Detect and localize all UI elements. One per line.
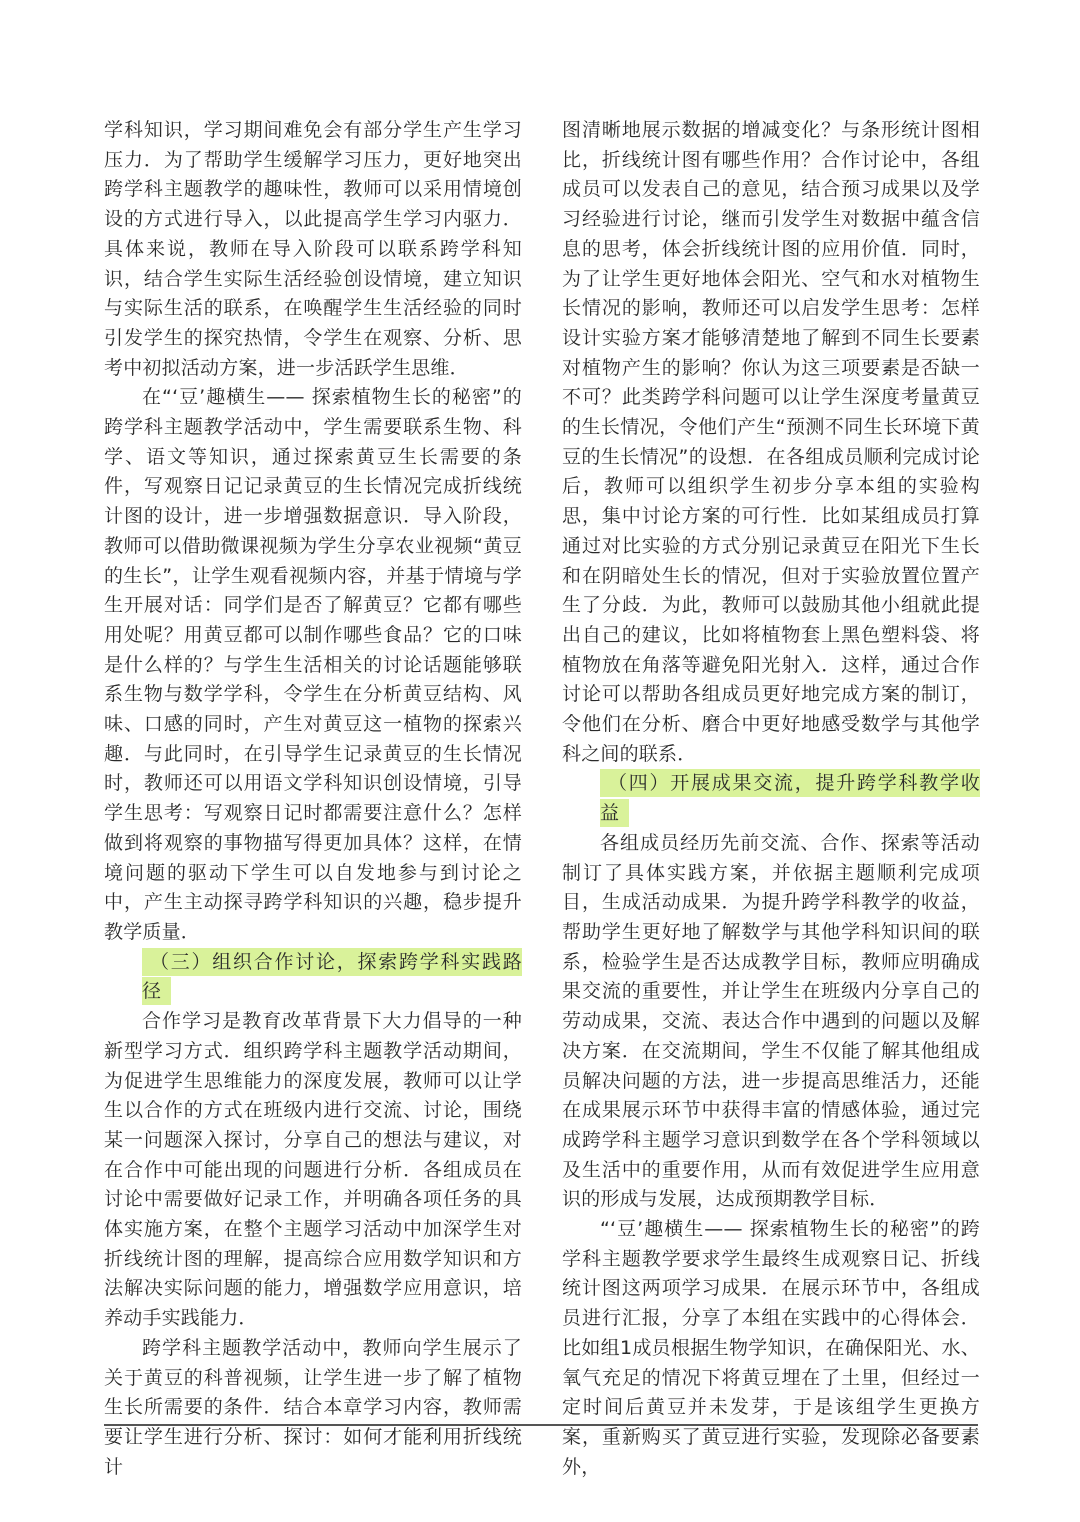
left-column	[104, 116, 522, 1482]
section-heading-4	[562, 769, 980, 828]
right-column	[562, 116, 980, 1482]
footer-divider	[104, 1424, 978, 1426]
section-heading-3-text: （三）组织合作讨论，探索跨学科实践路径	[142, 948, 522, 1006]
left-paragraph-1: 学科知识，学习期间难免会有部分学生产生学习压力．为了帮助学生缓解学习压力，更好地突出跨学科主题教学的趣味性，教师可以采用情境创设的方式进行导入，以此提高学生学习内驱力．具体来说，教师在导入阶段可以联系跨学科知识，结合学生实际生活经验创设情境，建立知识与实际生活的联系，在唤醒学生生活经验的同时引发学生的探究热情，令学生在观察、分析、思考中初拟活动方案，进一步活跃学生思维．	[104, 119, 522, 379]
left-paragraph-3: 合作学习是教育改革背景下大力倡导的一种新型学习方式．组织跨学科主题教学活动期间，为促进学生思维能力的深度发展，教师可以让学生以合作的方式在班级内进行交流、讨论，围绕某一问题深入探讨，分享自己的想法与建议，对在合作中可能出现的问题进行分析．各组成员在讨论中需要做好记录工作，并明确各项任务的具体实施方案，在整个主题学习活动中加深学生对折线统计图的理解，提高综合应用数学知识和方法解决实际问题的能力，增强数学应用意识，培养动手实践能力．	[104, 1010, 522, 1330]
right-paragraph-1: 图清晰地展示数据的增减变化？与条形统计图相比，折线统计图有哪些作用？合作讨论中，各组成员可以发表自己的意见，结合预习成果以及学习经验进行讨论，继而引发学生对数据中蕴含信息的思考，体会折线统计图的应用价值．同时，为了让学生更好地体会阳光、空气和水对植物生长情况的影响，教师还可以启发学生思考：怎样设计实验方案才能够清楚地了解到不同生长要素对植物产生的影响？你认为这三项要素是否缺一不可？此类跨学科问题可以让学生深度考量黄豆的生长情况，令他们产生“预测不同生长环境下黄豆的生长情况”的设想．在各组成员顺利完成讨论后，教师可以组织学生初步分享本组的实验构思，集中讨论方案的可行性．比如某组成员打算通过对比实验的方式分别记录黄豆在阳光下生长和在阴暗处生长的情况，但对于实验放置位置产生了分歧．为此，教师可以鼓励其他小组就此提出自己的建议，比如将植物套上黑色塑料袋、将植物放在角落等避免阳光射入．这样，通过合作讨论可以帮助各组成员更好地完成方案的制订，令他们在分析、磨合中更好地感受数学与其他学科之间的联系．	[562, 119, 980, 765]
section-heading-3	[104, 948, 522, 1007]
right-paragraph-2: 各组成员经历先前交流、合作、探索等活动制订了具体实践方案，并依据主题顺利完成项目，生成活动成果．为提升跨学科教学的收益，帮助学生更好地了解数学与其他学科知识间的联系，检验学生是否达成教学目标，教师应明确成果交流的重要性，并让学生在班级内分享自己的劳动成果，交流、表达合作中遇到的问题以及解决方案．在交流期间，学生不仅能了解其他组成员解决问题的方法，进一步提高思维活力，还能在成果展示环节中获得丰富的情感体验，通过完成跨学科主题学习意识到数学在各个学科领域以及生活中的重要作用，从而有效促进学生应用意识的形成与发展，达成预期教学目标．	[562, 831, 980, 1211]
section-heading-4-text: （四）开展成果交流，提升跨学科教学收益	[600, 769, 980, 827]
left-paragraph-4: 跨学科主题教学活动中，教师向学生展示了关于黄豆的科普视频，让学生进一步了解了植物生长所需要的条件．结合本章学习内容，教师需要让学生进行分析、探讨：如何才能利用折线统计	[104, 1336, 522, 1478]
left-paragraph-2: 在“‘豆’趣横生—— 探索植物生长的秘密”的跨学科主题教学活动中，学生需要联系生物、科学、语文等知识，通过探索黄豆生长需要的条件，写观察日记记录黄豆的生长情况完成折线统计图的设计，进一步增强数据意识．导入阶段，教师可以借助微课视频为学生分享农业视频“黄豆的生长”，让学生观看视频内容，并基于情境与学生开展对话：同学们是否了解黄豆？它都有哪些用处呢？用黄豆都可以制作哪些食品？它的口味是什么样的？与学生生活相关的讨论话题能够联系生物与数学学科，令学生在分析黄豆结构、风味、口感的同时，产生对黄豆这一植物的探索兴趣．与此同时，在引导学生记录黄豆的生长情况时，教师还可以用语文学科知识创设情境，引导学生思考：写观察日记时都需要注意什么？怎样做到将观察的事物描写得更加具体？这样，在情境问题的驱动下学生可以自发地参与到讨论之中，产生主动探寻跨学科知识的兴趣，稳步提升教学质量．	[104, 386, 522, 943]
right-paragraph-3: “‘豆’趣横生—— 探索植物生长的秘密”的跨学科主题教学要求学生最终生成观察日记、折线统计图这两项学习成果．在展示环节中，各组成员进行汇报，分享了本组在实践中的心得体会．比如组1成员根据生物学知识，在确保阳光、水、氧气充足的情况下将黄豆埋在了土里，但经过一定时间后黄豆并未发芽，于是该组学生更换方案，重新购买了黄豆进行实验，发现除必备要素外，	[562, 1218, 980, 1478]
